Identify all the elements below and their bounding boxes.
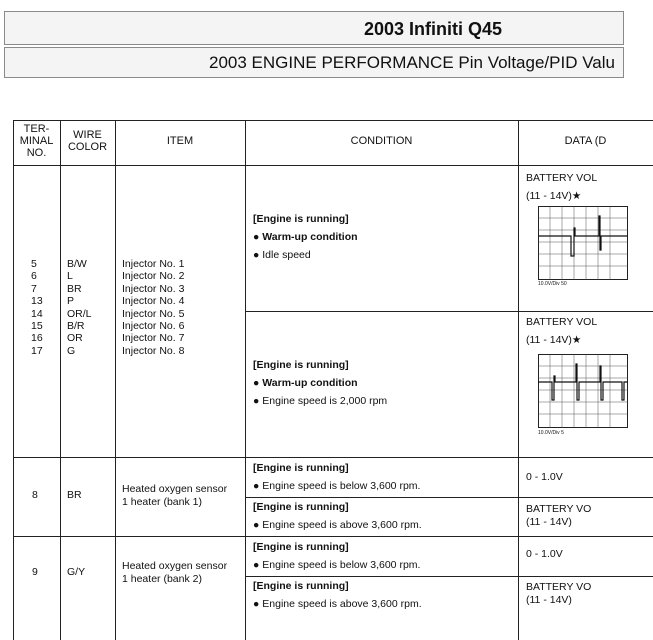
data-value: BATTERY VO (11 - 14V) [526,581,592,606]
condition-above-3600 [253,498,422,534]
condition-heading: [Engine is running] [253,580,349,592]
condition-heading: [Engine is running] [253,541,349,553]
column-rule [115,120,116,640]
section-title: 2003 ENGINE PERFORMANCE Pin Voltage/PID Valu [209,53,615,72]
column-rule [60,120,61,640]
condition-line: ● Engine speed is below 3,600 rpm. [253,480,421,492]
injector-split-rule [245,311,653,312]
injector-item-list: Injector No. 1 Injector No. 2 Injector No. 3 Injector No. 4 Injector No. 5 Injector No. 6 Injector No. 7 Injector No. 8 [122,258,185,357]
condition-below-3600 [253,459,420,495]
pin-voltage-table [13,120,653,640]
vehicle-title: 2003 Infiniti Q45 [364,19,503,39]
row-rule [13,457,653,458]
condition-line: ● Engine speed is 2,000 rpm [253,395,388,407]
scope-scale-label: 10.0V/Div 5 [538,430,564,436]
condition-idle [253,210,358,264]
item-name: Heated oxygen sensor 1 heater (bank 1) [122,483,228,508]
header-wire-color: WIRE COLOR [67,129,108,153]
condition-heading: [Engine is running] [253,462,349,474]
table-top-rule [13,120,653,121]
data-value: 0 - 1.0V [526,471,563,483]
wire-color: BR [67,489,82,501]
condition-heading: [Engine is running] [253,213,349,225]
table-left-rule [13,120,14,640]
terminal-number: 8 [32,489,38,501]
item-name: Heated oxygen sensor 1 heater (bank 2) [122,560,228,585]
wire-color: G/Y [67,566,86,578]
scope-scale-label: 10.0V/Div 50 [538,281,567,287]
condition-line: ● Idle speed [253,249,311,261]
data-battery-voltage: BATTERY VOL [526,316,598,328]
condition-heading: [Engine is running] [253,501,349,513]
header-bottom-rule [13,165,653,166]
condition-line: ● Warm-up condition [253,377,358,389]
row-rule [13,536,653,537]
oscilloscope-waveform-2000rpm [538,354,628,428]
condition-line: ● Engine speed is below 3,600 rpm. [253,559,421,571]
header-terminal-no: TER- MINAL NO. [19,123,54,159]
condition-above-3600 [253,577,422,613]
data-voltage-range: (11 - 14V)★ [526,190,582,202]
injector-terminal-list: 5 6 7 13 14 15 16 17 [31,258,43,357]
header-data: DATA (D [564,135,607,147]
oscilloscope-waveform-idle [538,206,628,280]
condition-2000rpm [253,356,387,410]
condition-heading: [Engine is running] [253,359,349,371]
data-battery-voltage: BATTERY VOL [526,172,598,184]
column-rule [245,120,246,640]
document-title-bar [4,11,624,45]
condition-line: ● Engine speed is above 3,600 rpm. [253,598,422,610]
header-condition: CONDITION [350,135,413,147]
terminal-number: 9 [32,566,38,578]
header-item: ITEM [166,135,194,147]
condition-line: ● Warm-up condition [253,231,358,243]
injector-wire-color-list: B/W L BR P OR/L B/R OR G [67,258,92,357]
data-value: BATTERY VO (11 - 14V) [526,503,592,528]
condition-below-3600 [253,538,420,574]
condition-line: ● Engine speed is above 3,600 rpm. [253,519,422,531]
column-rule [518,120,519,640]
section-title-bar [4,47,624,78]
data-value: 0 - 1.0V [526,548,563,560]
data-voltage-range: (11 - 14V)★ [526,334,582,346]
